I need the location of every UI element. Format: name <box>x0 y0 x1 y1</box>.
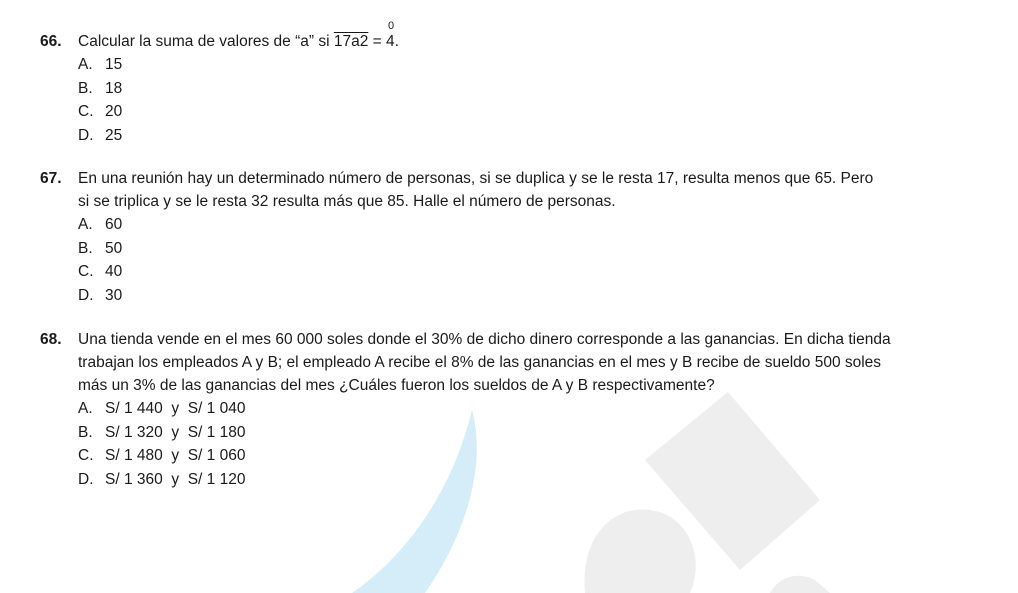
question-text-line: En una reunión hay un determinado número de personas, si se duplica y se le resta 17, resulta menos que 65. Pero <box>78 170 874 187</box>
question-text-line: trabajan los empleados A y B; el empleado A recibe el 8% de las ganancias en el mes y B recibe de sueldo 500 soles <box>78 354 882 371</box>
options-list <box>78 53 970 147</box>
question-statement <box>40 328 970 397</box>
question-statement <box>40 167 970 213</box>
option-a: A. 60 <box>78 216 123 233</box>
question-text-line: más un 3% de las ganancias del mes ¿Cuáles fueron los sueldos de A y B respectivamente? <box>78 377 715 394</box>
option-d: D. S/ 1 360 y S/ 1 120 <box>78 470 246 488</box>
question-text-line: si se triplica y se le resta 32 resulta más que 85. Halle el número de personas. <box>78 193 616 210</box>
options-list <box>78 397 970 491</box>
options-list <box>78 213 970 307</box>
equals-sign: = <box>368 33 387 50</box>
question-67 <box>40 167 970 307</box>
option-a: A. S/ 1 440 y S/ 1 040 <box>78 400 246 417</box>
option-b: B. 18 <box>78 79 123 97</box>
option-d: D. 30 <box>78 286 123 304</box>
multiple-notation <box>386 20 395 53</box>
question-68 <box>40 328 970 491</box>
option-c: C. 20 <box>78 103 123 120</box>
option-c: C. 40 <box>78 263 123 280</box>
question-statement <box>40 20 970 53</box>
question-text: Calcular la suma de valores de “a” si <box>78 33 334 50</box>
question-number: 68. <box>40 331 62 348</box>
option-a: A. 15 <box>78 56 123 73</box>
option-d: D. 25 <box>78 126 123 144</box>
multiple-base: 4 <box>386 33 395 50</box>
option-c: C. S/ 1 480 y S/ 1 060 <box>78 447 246 464</box>
option-b: B. S/ 1 320 y S/ 1 180 <box>78 423 246 441</box>
period: . <box>394 33 399 50</box>
multiple-mark: 0 <box>388 20 395 32</box>
overlined-number: 17a2 <box>333 33 369 50</box>
question-66 <box>40 20 970 147</box>
option-b: B. 50 <box>78 239 123 257</box>
question-number: 67. <box>40 170 62 187</box>
question-number: 66. <box>40 33 62 50</box>
question-text-line: Una tienda vende en el mes 60 000 soles donde el 30% de dicho dinero corresponde a las ganancias. En dicha tienda <box>78 331 891 348</box>
